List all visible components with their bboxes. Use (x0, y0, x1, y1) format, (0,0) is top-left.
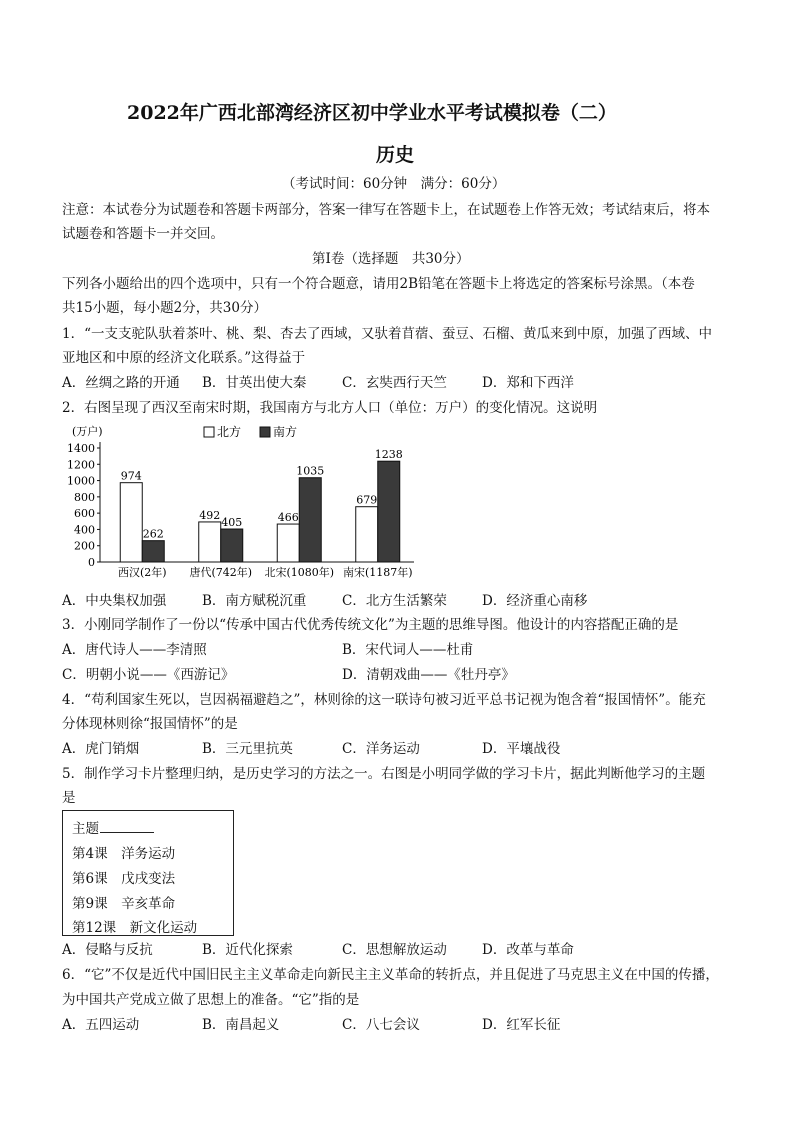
exam-info: （考试时间：60分钟 满分：60分） (282, 176, 506, 192)
card-lesson: 第12课 新文化运动 (72, 920, 198, 936)
bar-value-label: 974 (120, 469, 142, 483)
bar-value-label: 679 (356, 493, 378, 507)
card-lesson: 第6课 戊戌变法 (72, 871, 176, 887)
q1-stem-line-1: 1．“一支支驼队驮着茶叶、桃、梨、杏去了西域，又驮着苜蓿、蚕豆、石榴、黄瓜来到中原，加强了西域、中 (62, 326, 712, 342)
bar-south (378, 461, 400, 562)
q3-option-d: D．清朝戏曲——《牡丹亭》 (342, 667, 515, 683)
x-tick-label: 唐代(742年) (189, 566, 253, 579)
legend-label: 南方 (273, 425, 298, 439)
legend-label: 北方 (217, 425, 242, 439)
y-tick-label: 1000 (67, 474, 95, 488)
instructions-line-1: 下列各小题给出的四个选项中，只有一个符合题意，请用2B铅笔在答题卡上将选定的答案标号涂黑。（本卷 (62, 276, 695, 292)
q3-option-a: A．唐代诗人——李清照 (62, 642, 207, 658)
card-lesson: 第9课 辛亥革命 (72, 896, 176, 912)
q3-option-b: B．宋代词人——杜甫 (342, 642, 474, 658)
section-title: 第Ⅰ卷（选择题 共30分） (312, 251, 470, 267)
q6-stem-line-1: 6．“它”不仅是近代中国旧民主主义革命走向新民主主义革命的转折点，并且促进了马克思主义在中国的传播， (62, 967, 719, 983)
y-tick-label: 1400 (67, 442, 95, 455)
bar-value-label: 405 (221, 516, 243, 530)
q3-stem-line-1: 3．小刚同学制作了一份以“传承中国古代优秀传统文化”为主题的思维导图。他设计的内容搭配正确的是 (62, 617, 679, 633)
x-tick-label: 南宋(1187年) (342, 566, 413, 579)
instructions-line-2: 共15小题，每小题2分，共30分） (62, 300, 267, 316)
bar-south (299, 478, 321, 562)
y-tick-label: 1200 (67, 458, 95, 472)
bar-north (277, 524, 299, 562)
q2-option-b: B．南方赋税沉重 (202, 593, 307, 609)
q4-stem-line-2: 分体现林则徐“报国情怀”的是 (62, 716, 238, 732)
q2-stem-line-1: 2．右图呈现了西汉至南宋时期，我国南方与北方人口（单位：万户）的变化情况。这说明 (62, 400, 598, 416)
q2-option-d: D．经济重心南移 (482, 593, 588, 609)
bar-value-label: 1035 (296, 464, 325, 478)
population-bar-chart (62, 420, 422, 586)
q6-option-c: C．八七会议 (342, 1017, 420, 1033)
q6-stem-line-2: 为中国共产党成立做了思想上的准备。“它”指的是 (62, 992, 360, 1008)
q5-option-d: D．改革与革命 (482, 942, 574, 958)
q5-option-b: B．近代化探索 (202, 942, 293, 958)
bar-value-label: 262 (142, 527, 164, 541)
card-topic-blank (100, 820, 154, 833)
notice-line-2: 试题卷和答题卡一并交回。 (62, 226, 224, 242)
q2-option-a: A．中央集权加强 (62, 593, 167, 609)
bar-south (221, 529, 243, 562)
card-topic-label: 主题 (72, 821, 99, 837)
q1-option-c: C．玄奘西行天竺 (342, 375, 447, 391)
legend-swatch (260, 427, 270, 437)
q1-option-a: A．丝绸之路的开通 (62, 375, 180, 391)
legend-swatch (204, 427, 214, 437)
subject-title: 历史 (376, 144, 415, 166)
y-tick-label: 0 (88, 556, 95, 569)
q3-option-c: C．明朝小说——《西游记》 (62, 667, 235, 683)
q4-stem-line-1: 4．“苟利国家生死以，岂因祸福避趋之”，林则徐的这一联诗句被习近平总书记视为饱含着“报国情怀”。能充 (62, 692, 706, 708)
card-topic (72, 817, 154, 837)
q5-option-a: A．侵略与反抗 (62, 942, 153, 958)
q4-option-d: D．平壤战役 (482, 741, 561, 757)
q2-option-c: C．北方生活繁荣 (342, 593, 447, 609)
q5-stem-line-2: 是 (62, 790, 76, 806)
study-card (62, 810, 234, 936)
x-tick-label: 北宋(1080年) (264, 566, 335, 579)
q1-stem-line-2: 亚地区和中原的经济文化联系。”这得益于 (62, 350, 306, 366)
y-tick-label: 200 (74, 539, 95, 553)
bar-value-label: 492 (199, 508, 221, 522)
notice-line-1: 注意：本试卷分为试题卷和答题卡两部分，答案一律写在答题卡上，在试题卷上作答无效；考试结束后，将本 (62, 202, 710, 218)
q6-option-d: D．红军长征 (482, 1017, 561, 1033)
y-tick-label: 400 (74, 523, 95, 537)
q4-option-a: A．虎门销烟 (62, 741, 140, 757)
bar-south (142, 541, 164, 562)
q6-option-a: A．五四运动 (62, 1017, 140, 1033)
y-tick-label: 600 (74, 507, 95, 521)
q1-option-b: B．甘英出使大秦 (202, 375, 307, 391)
card-lesson: 第4课 洋务运动 (72, 846, 176, 862)
y-tick-label: 800 (74, 490, 95, 504)
bar-north (120, 483, 142, 562)
q4-option-c: C．洋务运动 (342, 741, 420, 757)
bar-north (356, 507, 378, 562)
q4-option-b: B．三元里抗英 (202, 741, 293, 757)
q5-stem-line-1: 5．制作学习卡片整理归纳，是历史学习的方法之一。右图是小明同学做的学习卡片，据此判断他学习的主题 (62, 766, 706, 782)
exam-title: 2022年广西北部湾经济区初中学业水平考试模拟卷（二） (127, 102, 617, 124)
y-axis-label: (万户) (72, 425, 103, 438)
bar-value-label: 466 (277, 511, 299, 525)
q5-option-c: C．思想解放运动 (342, 942, 447, 958)
bar-value-label: 1238 (374, 448, 403, 462)
bar-north (199, 522, 221, 562)
q6-option-b: B．南昌起义 (202, 1017, 280, 1033)
q1-option-d: D．郑和下西洋 (482, 375, 574, 391)
x-tick-label: 西汉(2年) (117, 566, 167, 579)
